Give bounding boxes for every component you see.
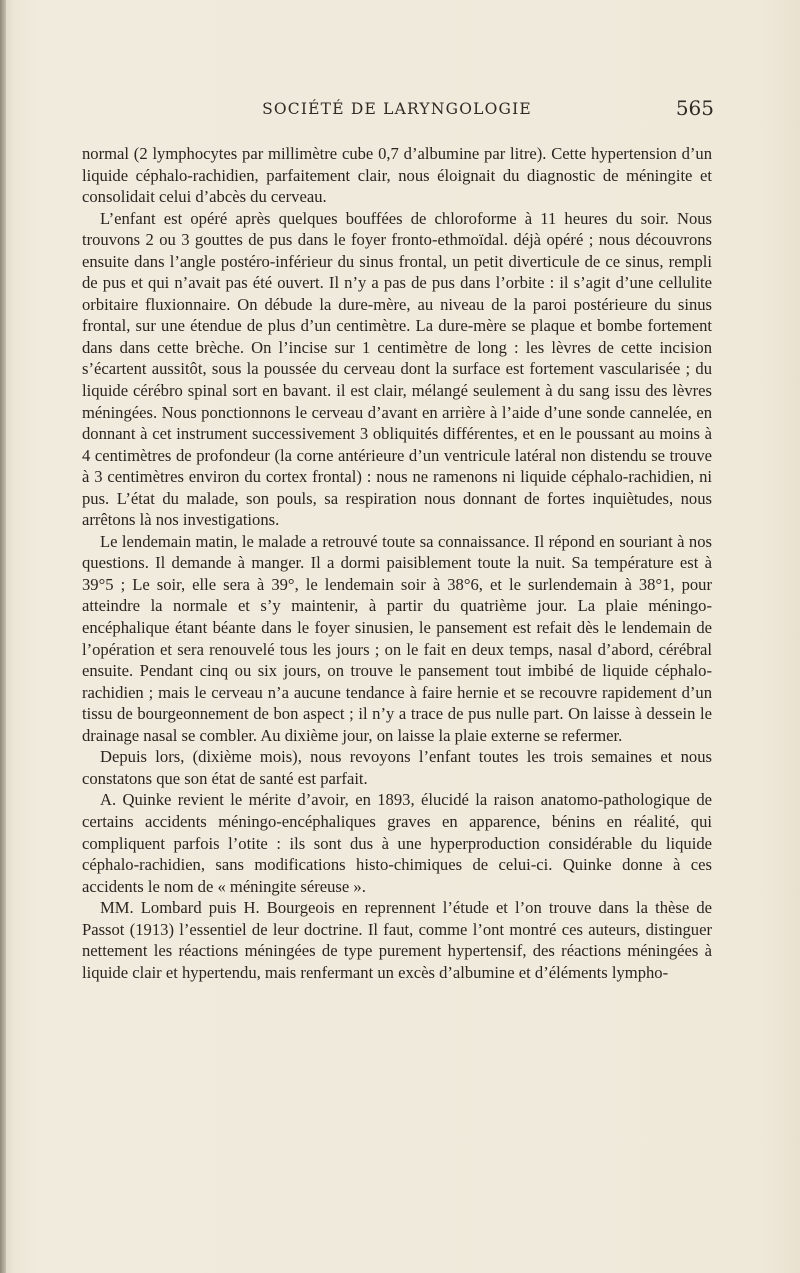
page-binding-edge — [0, 0, 6, 1273]
running-head — [82, 98, 712, 124]
page-number: 565 — [675, 96, 714, 120]
paragraph-3: Le lendemain matin, le malade a retrouvé toute sa connaissance. Il répond en souriant à nos questions. Il demande à manger. Il a dormi paisiblement toute la nuit. Sa température est à 39°5 ; Le soir, elle sera à 39°, le lendemain soir à 38°6, et le surlendemain à 38°1, pour atteindre la normale et s’y maintenir, à partir du quatrième jour. La plaie méningo-encéphalique étant béante dans le foyer sinusien, le pansement est refait dès le lendemain de l’opération et sera renouvelé tous les jours ; on le fait en deux temps, nasal d’abord, cérébral ensuite. Pendant cinq ou six jours, on trouve le pansement tout imbibé de liquide céphalo-rachidien ; mais le cerveau n’a aucune tendance à faire hernie et se recouvre rapidement d’un tissu de bourgeonnement de bon aspect ; il n’y a trace de pus nulle part. On laisse à dessein le drainage nasal se combler. Au dixième jour, on laisse la plaie externe se refermer. — [82, 531, 712, 745]
paragraph-1: normal (2 lymphocytes par millimètre cube 0,7 d’albumine par litre). Cette hypertension d’un liquide céphalo-rachidien, parfaitement clair, nous éloignait du diagnostic de méningite et consolidait celui d’abcès du cerveau. — [82, 144, 712, 207]
paragraph-2: L’enfant est opéré après quelques bouffées de chloroforme à 11 heures du soir. Nous trouvons 2 ou 3 gouttes de pus dans le foyer fronto-ethmoïdal. déjà opéré ; nous découvrons ensuite dans l’angle postéro-inférieur du sinus frontal, un petit diverticule de ce sinus, rempli de pus et qui n’avait pas été ouvert. Il n’y a pas de pus dans l’orbite : il s’agit d’une cellulite orbitaire fluxionnaire. On débude la dure-mère, au niveau de la paroi postérieure du sinus frontal, sur une étendue de plus d’un centimètre. La dure-mère se plaque et bombe fortement dans dans cette brèche. On l’incise sur 1 centimètre de long : les lèvres de cette incision s’écartent aussitôt, sous la poussée du cerveau dont la surface est fortement vascularisée ; du liquide cérébro spinal sort en bavant. il est clair, mélangé seulement à du sang issu des lèvres méningées. Nous ponctionnons le cerveau d’avant en arrière à l’aide d’une sonde cannelée, en donnant à cet instrument successivement 3 obliquités différentes, et en le poussant au moins à 4 centimètres de profondeur (la corne antérieure d’un ventricule latéral non distendu se trouve à 3 centimètres environ du cortex frontal) : nous ne ramenons ni liquide céphalo-rachidien, ni pus. L’état du malade, son pouls, sa respiration nous donnant de fortes inquiètudes, nous arrêtons là nos investigations. — [82, 208, 712, 530]
paragraph-5: A. Quinke revient le mérite d’avoir, en 1893, élucidé la raison anatomo-pathologique de certains accidents méningo-encéphaliques graves en apparence, bénins en réalité, qui compliquent parfois l’otite : ils sont dus à une hyperproduction considérable du liquide céphalo-rachidien, sans modifications histo-chimiques de celui-ci. Quinke donne à ces accidents le nom de « méningite séreuse ». — [82, 790, 712, 896]
paragraph-6: MM. Lombard puis H. Bourgeois en reprennent l’étude et l’on trouve dans la thèse de Passot (1913) l’essentiel de leur doctrine. Il faut, comme l’ont montré ces auteurs, distinguer nettement les réactions méningées de type purement hypertensif, des réactions méningées à liquide clair et hypertendu, mais renfermant un excès d’albumine et d’éléments lympho- — [82, 898, 712, 982]
body-text — [82, 143, 712, 983]
paragraph-4: Depuis lors, (dixième mois), nous revoyons l’enfant toutes les trois semaines et nous constatons que son état de santé est parfait. — [82, 747, 712, 788]
running-title: SOCIÉTÉ DE LARYNGOLOGIE — [262, 100, 532, 118]
